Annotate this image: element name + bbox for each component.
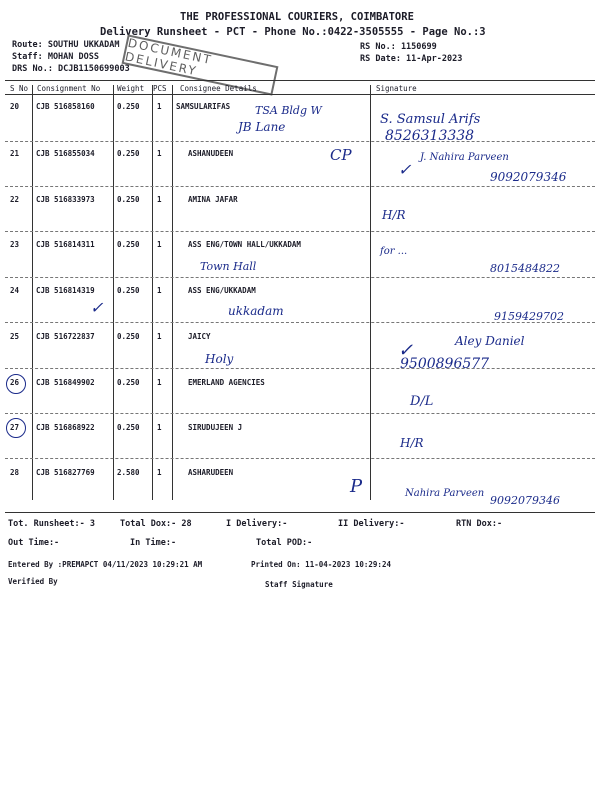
- signature-phone: 8015484822: [490, 262, 560, 275]
- col-header-consignment: Consignment No: [37, 84, 101, 93]
- rs-date: RS Date: 11-Apr-2023: [360, 54, 463, 64]
- row-consignment: CJB 516833973: [36, 195, 95, 204]
- table-bottom-rule: [5, 512, 595, 513]
- rtn-dox: RTN Dox:-: [456, 519, 503, 529]
- row-separator: [5, 413, 595, 414]
- entered-by: Entered By :PREMAPCT 04/11/2023 10:29:21 AM: [8, 560, 203, 569]
- row-consignee: ASHANUDEEN: [188, 149, 234, 158]
- row-pcs: 1: [157, 423, 162, 432]
- row-pcs: 1: [157, 240, 162, 249]
- row-pcs: 1: [157, 149, 162, 158]
- row-consignee: ASS ENG/UKKADAM: [188, 286, 256, 295]
- signature-phone: 8526313338: [385, 128, 475, 144]
- col-divider: [370, 85, 371, 500]
- row-sno: 23: [10, 240, 20, 249]
- row-separator: [5, 231, 595, 232]
- row-consignee: EMERLAND AGENCIES: [188, 378, 265, 387]
- row-weight: 0.250: [117, 102, 140, 111]
- handwriting: CP: [330, 146, 352, 164]
- row-weight: 0.250: [117, 378, 140, 387]
- row-weight: 0.250: [117, 423, 140, 432]
- row-weight: 0.250: [117, 332, 140, 341]
- staff-signature: Staff Signature: [265, 580, 333, 589]
- rs-number: RS No.: 1150699: [360, 42, 437, 52]
- signature: S. Samsul Arifs: [380, 112, 481, 127]
- table-header-rule: [5, 94, 595, 95]
- col-divider: [152, 85, 153, 500]
- signature-phone: 9092079346: [490, 170, 567, 184]
- row-pcs: 1: [157, 102, 162, 111]
- row-consignment: CJB 516849902: [36, 378, 95, 387]
- row-sno: 24: [10, 286, 20, 295]
- route-label: Route: SOUTHU UKKADAM: [12, 40, 120, 50]
- row-weight: 2.580: [117, 468, 140, 477]
- handwriting: P: [350, 476, 363, 497]
- handwriting: Town Hall: [200, 260, 257, 273]
- row-consignee: JAICY: [188, 332, 211, 341]
- check-mark-icon: ✓: [398, 340, 414, 361]
- total-pod: Total POD:-: [256, 538, 313, 548]
- col-header-weight: Weight: [117, 84, 145, 93]
- in-time: In Time:-: [130, 538, 177, 548]
- total-runsheet: Tot. Runsheet:- 3: [8, 519, 95, 529]
- row-consignment: CJB 516722837: [36, 332, 95, 341]
- company-title: THE PROFESSIONAL COURIERS, COIMBATORE: [180, 11, 414, 23]
- col-header-consignee: Consignee Details: [180, 84, 257, 93]
- col-header-pcs: PCS: [153, 84, 167, 93]
- drs-number: DRS No.: DCJB1150699003: [12, 64, 130, 74]
- runsheet-title: Delivery Runsheet - PCT - Phone No.:0422-3505555 - Page No.:3: [100, 26, 486, 38]
- row-weight: 0.250: [117, 195, 140, 204]
- row-consignee: SAMSULARIFAS: [176, 102, 231, 111]
- total-dox: Total Dox:- 28: [120, 519, 192, 529]
- col-header-signature: Signature: [376, 84, 417, 93]
- out-time: Out Time:-: [8, 538, 60, 548]
- row-consignment: CJB 516855034: [36, 149, 95, 158]
- i-delivery: I Delivery:-: [226, 519, 288, 529]
- row-sno: 21: [10, 149, 20, 158]
- signature: for ...: [380, 246, 408, 257]
- row-sno: 27: [10, 423, 20, 432]
- col-header-sno: S No: [10, 84, 29, 93]
- row-pcs: 1: [157, 332, 162, 341]
- row-pcs: 1: [157, 468, 162, 477]
- document-delivery-stamp: DOCUMENT DELIVERY: [122, 34, 279, 95]
- row-separator: [5, 322, 595, 323]
- row-consignment: CJB 516868922: [36, 423, 95, 432]
- printed-on: Printed On: 11-04-2023 10:29:24: [251, 560, 391, 569]
- row-sno: 28: [10, 468, 20, 477]
- signature: Nahira Parveen: [405, 488, 485, 499]
- row-pcs: 1: [157, 286, 162, 295]
- row-pcs: 1: [157, 378, 162, 387]
- row-consignee: SIRUDUJEEN J: [188, 423, 243, 432]
- row-weight: 0.250: [117, 240, 140, 249]
- row-pcs: 1: [157, 195, 162, 204]
- table-top-rule: [5, 80, 595, 81]
- signature-phone: 9500896577: [400, 356, 490, 372]
- row-separator: [5, 186, 595, 187]
- signature-phone: 9092079346: [490, 494, 560, 507]
- row-weight: 0.250: [117, 149, 140, 158]
- row-consignment: CJB 516814319: [36, 286, 95, 295]
- row-separator: [5, 368, 595, 369]
- verified-by: Verified By: [8, 577, 58, 586]
- col-divider: [113, 85, 114, 500]
- signature: D/L: [410, 394, 434, 409]
- handwriting: ukkadam: [228, 304, 284, 318]
- signature: J. Nahira Parveen: [420, 152, 509, 163]
- signature-phone: 9159429702: [494, 310, 564, 323]
- signature: H/R: [400, 436, 424, 450]
- row-consignee: ASHARUDEEN: [188, 468, 234, 477]
- row-sno: 26: [10, 378, 20, 387]
- handwriting: TSA Bldg W: [255, 104, 322, 117]
- row-weight: 0.250: [117, 286, 140, 295]
- handwriting: Holy: [205, 352, 234, 366]
- row-separator: [5, 277, 595, 278]
- row-sno: 22: [10, 195, 20, 204]
- staff-label: Staff: MOHAN DOSS: [12, 52, 99, 62]
- col-divider: [172, 85, 173, 500]
- ii-delivery: II Delivery:-: [338, 519, 405, 529]
- check-mark-icon: ✓: [398, 160, 412, 179]
- signature: H/R: [382, 208, 406, 222]
- row-sno: 20: [10, 102, 20, 111]
- handwriting: JB Lane: [238, 120, 286, 134]
- row-separator: [5, 458, 595, 459]
- row-consignee: ASS ENG/TOWN HALL/UKKADAM: [188, 240, 301, 249]
- row-consignment: CJB 516827769: [36, 468, 95, 477]
- check-mark-icon: ✓: [90, 298, 104, 317]
- col-divider: [32, 85, 33, 500]
- row-sno: 25: [10, 332, 20, 341]
- signature: Aley Daniel: [455, 334, 525, 348]
- row-consignment: CJB 516814311: [36, 240, 95, 249]
- row-consignee: AMINA JAFAR: [188, 195, 238, 204]
- row-separator: [5, 141, 595, 142]
- row-consignment: CJB 516858160: [36, 102, 95, 111]
